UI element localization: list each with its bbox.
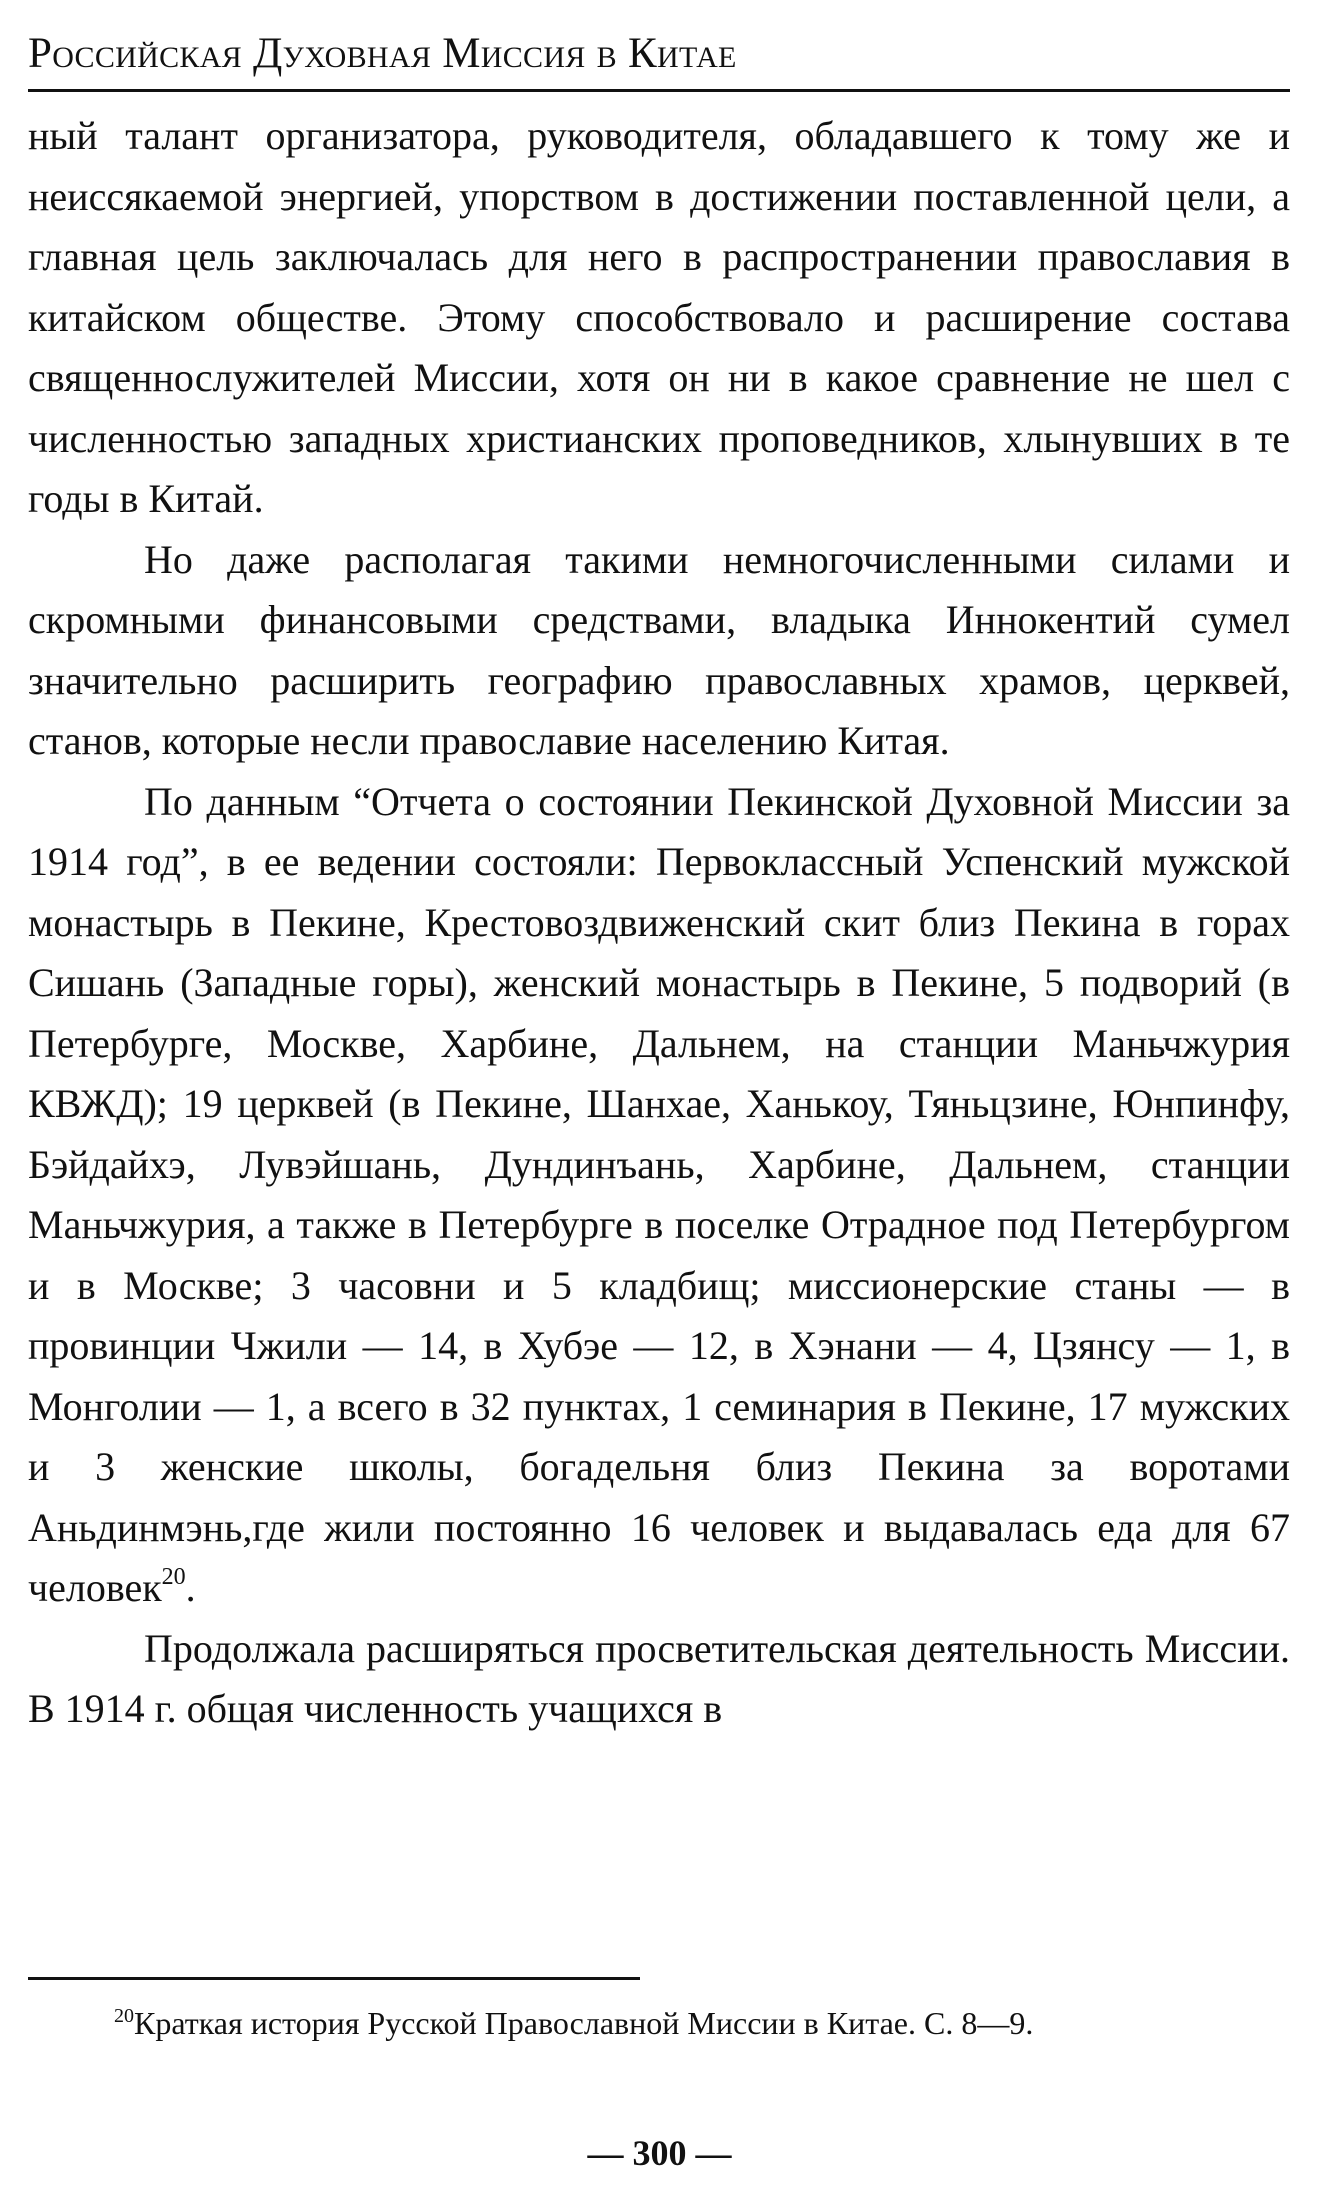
footnote-marker: 20 (114, 2005, 134, 2027)
paragraph-4-text: Продолжала расширяться просветительская деятельность Миссии. В 1914 г. общая численность учащихся в (28, 1625, 1290, 1731)
footnote (28, 2000, 1290, 2046)
footnote-rule (28, 1977, 640, 1980)
page-number: — 300 — (587, 2133, 732, 2173)
running-head: Российская Духовная Миссия в Китае (28, 30, 737, 77)
paragraph-2-text: Но даже располагая такими немногочисленными силами и скромными финансовыми средствами, владыка Иннокентий сумел значительно расширить географию православных храмов, церквей, станов, которые несли православие населению Китая. (28, 536, 1290, 763)
paragraph-3-text: По данным “Отчета о состоянии Пекинской Духовной Миссии за 1914 год”, в ее ведении состояли: Первоклассный Успенский мужской монастырь в Пекине, Крестовоздвиженский скит близ Пекина в горах Сишань (Западные горы), женский монастырь в Пекине, 5 подворий (в Петербурге, Москве, Харбине, Дальнем, на станции Маньчжурия КВЖД); 19 церквей (в Пекине, Шанхае, Ханькоу, Тяньцзине, Юнпинфу, Бэйдайхэ, Лувэйшань, Дундинъань, Харбине, Дальнем, станции Маньчжурия, а также в Петербурге в поселке Отрадное под Петербургом и в Москве; 3 часовни и 5 кладбищ; миссионерские станы — в провинции Чжили — 14, в Хубэе — 12, в Хэнани — 4, Цзянсу — 1, в Монголии — 1, а всего в 32 пунктах, 1 семинария в Пекине, 17 мужских и 3 женские школы, богадельня близ Пекина за воротами Аньдинмэнь,где жили постоянно 16 человек и выдавалась еда для 67 человек (28, 778, 1290, 1610)
body-text (28, 106, 1290, 1740)
footnote-text: Краткая история Русской Православной Миссии в Китае. С. 8—9. (134, 2005, 1034, 2041)
paragraph: По данным “Отчета о состоянии Пекинской Духовной Миссии за 1914 год”, в ее ведении состояли: Первоклассный Успенский мужской монастырь в Пекине, Крестовоздвиженский скит близ Пекина в горах Сишань (Западные горы), женский монастырь в Пекине, 5 подворий (в Петербурге, Москве, Харбине, Дальнем, на станции Маньчжурия КВЖД); 19 церквей (в Пекине, Шанхае, Ханькоу, Тяньцзине, Юнпинфу, Бэйдайхэ, Лувэйшань, Дундинъань, Харбине, Дальнем, станции Маньчжурия, а также в Петербурге в поселке Отрадное под Петербургом и в Москве; 3 часовни и 5 кладбищ; миссионерские станы — в провинции Чжили — 14, в Хубэе — 12, в Хэнани — 4, Цзянсу — 1, в Монголии — 1, а всего в 32 пунктах, 1 семинария в Пекине, 17 мужских и 3 женские школы, богадельня близ Пекина за воротами Аньдинмэнь,где жили постоянно 16 человек и выдавалась еда для 67 человек$^{20}$. (28, 778, 1290, 1610)
paragraph (28, 1619, 1290, 1740)
paragraph (28, 530, 1290, 772)
footnote-reference: 20 (161, 1564, 186, 1590)
running-head-rule (28, 89, 1290, 92)
paragraph-continuation (28, 106, 1290, 530)
paragraph-1-text: ный талант организатора, руководителя, обладавшего к тому же и неиссякаемой энергией, упорством в достижении поставленной цели, а главная цель заключалась для него в распространении православия в китайском обществе. Этому способствовало и расширение состава священнослужителей Миссии, хотя он ни в какое сравнение не шел с численностью западных христианских проповедников, хлынувших в те годы в Китай. (28, 113, 1290, 521)
